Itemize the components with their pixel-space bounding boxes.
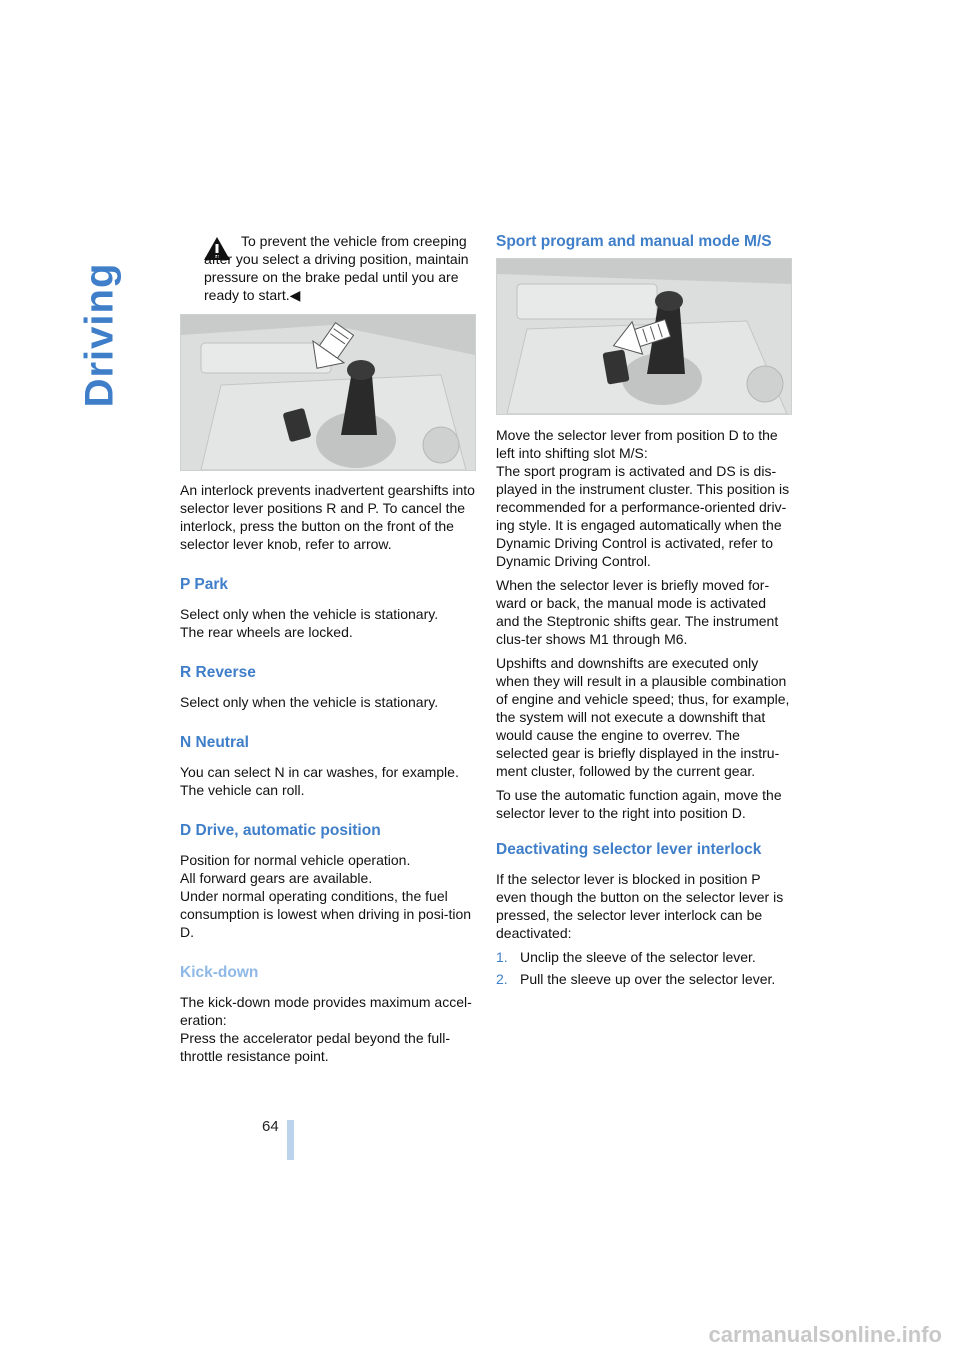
heading-kick-down: Kick-down [180,964,259,981]
steps-list [496,948,792,988]
step-text: Unclip the sleeve of the selector lever. [520,949,756,965]
warning-text: To prevent the vehicle from creeping after you select a driving position, maintain pressure on the brake pedal until you are ready to start.◀ [204,233,469,303]
n-neutral-text-1: You can select N in car washes, for example. [180,764,459,780]
heading-p-park: P Park [180,576,228,593]
heading-n-neutral: N Neutral [180,734,249,751]
deactivating-text: If the selector lever is blocked in position P even though the button on the selector lever is pressed, the selector lever interlock can be deactivated: [496,871,784,941]
selector-lever-photo-interlock [180,314,476,471]
sport-text-4: Upshifts and downshifts are executed only when they will result in a plausible combination of engine and vehicle speed; thus, for example, the system will not execute a downshift that would cause the engine to overrev. The selected gear is briefly displayed in the instru-ment cluster, followed by the current gear. [496,655,790,779]
d-drive-text-1: Position for normal vehicle operation. [180,852,411,868]
step-item [496,948,792,966]
step-item [496,970,792,988]
step-text: Pull the sleeve up over the selector lever. [520,971,776,987]
kick-down-text-1: The kick-down mode provides maximum accel-eration: [180,994,472,1028]
d-drive-text-2: All forward gears are available. [180,870,373,886]
page-marker-bar [287,1120,294,1160]
heading-deactivating-interlock: Deactivating selector lever interlock [496,841,762,858]
heading-r-reverse: R Reverse [180,664,256,681]
p-park-text-1: Select only when the vehicle is stationary. [180,606,439,622]
r-reverse-text: Select only when the vehicle is stationary. [180,694,439,710]
sport-text-3: When the selector lever is briefly moved for-ward or back, the manual mode is activated and the Steptronic shifts gear. The instrument clus-ter shows M1 through M6. [496,577,779,647]
sport-text-2: The sport program is activated and DS is dis-played in the instrument cluster. This position is recommended for a performance-oriented driv-ing style. It is engaged automatically when the Dynamic Driving Control is activated, refer to Dynamic Driving Control. [496,463,790,569]
heading-sport-program: Sport program and manual mode M/S [496,233,772,250]
section-side-title: Driving [77,262,122,408]
d-drive-text-3: Under normal operating conditions, the fuel consumption is lowest when driving in posi-tion D. [180,888,472,940]
interlock-paragraph: An interlock prevents inadvertent gearshifts into selector lever positions R and P. To cancel the interlock, press the button on the front of the selector lever knob, refer to arrow. [180,482,475,552]
p-park-text-2: The rear wheels are locked. [180,624,353,640]
heading-d-drive: D Drive, automatic position [180,822,381,839]
watermark: carmanualsonline.info [708,1322,942,1347]
sport-text-5: To use the automatic function again, move the selector lever to the right into position D. [496,787,782,821]
kick-down-text-2: Press the accelerator pedal beyond the full-throttle resistance point. [180,1030,451,1064]
step-number: 1. [496,949,508,965]
step-number: 2. [496,971,508,987]
page-number: 64 [262,1118,279,1135]
sport-text-1: Move the selector lever from position D to the left into shifting slot M/S: [496,427,778,461]
selector-lever-photo-manual-mode [496,258,792,415]
n-neutral-text-2: The vehicle can roll. [180,782,305,798]
